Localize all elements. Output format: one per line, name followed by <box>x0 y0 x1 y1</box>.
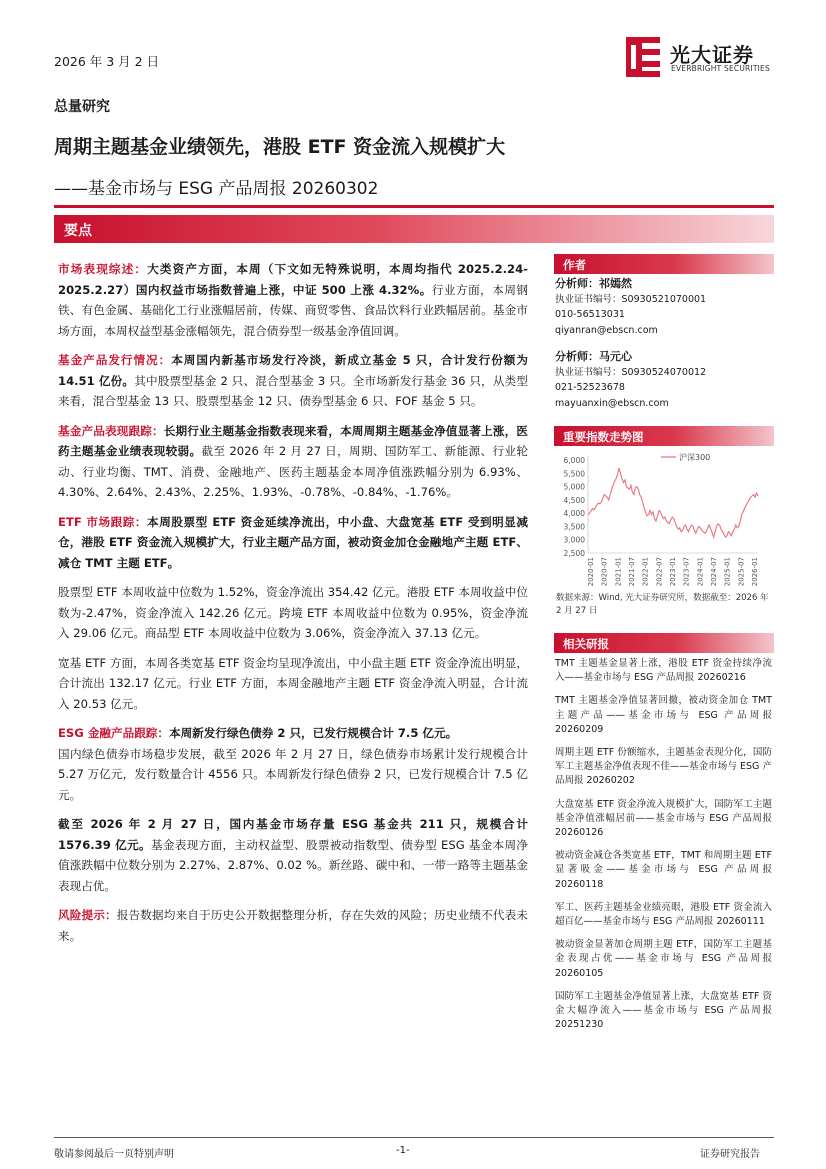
x-tick-label: 2022-01 <box>641 557 650 587</box>
index-chart-header: 重要指数走势图 <box>554 426 774 446</box>
para-risk-warning <box>58 905 528 946</box>
key-points-bar <box>54 215 774 243</box>
analyst-name: 分析师：马元心 <box>555 350 632 363</box>
para-heading: ETF 市场跟踪： <box>58 514 148 529</box>
research-link[interactable]: 周期主题 ETF 份额缩水，主题基金表现分化，国防军工主题基金净值表现不佳——基金市场与 ESG 产品周报 20260202 <box>555 747 772 787</box>
logo-text-en: EVERBRIGHT SECURITIES <box>671 64 770 73</box>
x-tick-label: 2024-07 <box>710 557 718 587</box>
research-link[interactable]: 被动资金显著加仓周期主题 ETF，国防军工主题基金表现占优——基金市场与 ESG 产品周报 20260105 <box>555 939 772 979</box>
analyst-phone: 010-56513031 <box>555 309 625 320</box>
para-bold: 长期行业主题基金指数表现来看，本周周期主题基金净值显著上涨，医药主题基金业绩表现较弱。 <box>58 423 528 458</box>
everbright-logo-icon <box>626 37 662 77</box>
x-tick-label: 2021-01 <box>614 557 623 587</box>
main-content <box>58 259 528 955</box>
para-bold: 本周新发行绿色债券 2 只，已发行规模合计 7.5 亿元。 <box>168 726 458 740</box>
analyst-email[interactable]: mayuanxin@ebscn.com <box>555 397 669 409</box>
x-tick-label: 2021-07 <box>628 557 636 587</box>
y-tick-label: 6,000 <box>563 456 585 465</box>
everbright-logo <box>626 37 776 77</box>
research-link[interactable]: 军工、医药主题基金业绩亮眼，港股 ETF 资金流入超百亿——基金市场与 ESG 产品周报 20260111 <box>555 901 772 928</box>
para-green-bonds: 国内绿色债券市场稳步发展，截至 2026 年 2 月 27 日，绿色债券市场累计发行规模合计 5.27 万亿元，发行数量合计 4556 只。本周新发行绿色债券 2 只，已发行规模合计 7.5 亿元。 <box>58 746 528 802</box>
series-line-hs300 <box>588 468 758 537</box>
x-tick-label: 2025-07 <box>737 557 746 587</box>
x-tick-label: 2020-07 <box>600 557 609 587</box>
para-fund-issuance <box>58 350 528 412</box>
para-text: 截至 2026 年 2 月 27 日，周期、国防军工、新能源、行业轮动、行业均衡、TMT、消费、金融地产、医药主题基金本周净值涨跌幅分别为 6.93%、4.30%、2.64%、2.43%、2.25%、1.93%、-0.78%、-0.84%、-1.76%。 <box>58 444 528 499</box>
para-broad-etf: 宽基 ETF 方面，本周各类宽基 ETF 资金均呈现净流出，中小盘主题 ETF 资金净流出明显，合计流出 132.17 亿元。行业 ETF 方面，本周金融地产主题 ETF 资金净流入明显，合计流入 20.53 亿元。 <box>58 655 528 711</box>
para-esg-tracking <box>58 723 528 744</box>
para-text: 基金表现方面，主动权益型、股票被动指数型、债券型 ESG 基金本周净值涨跌幅中位数分别为 2.27%、2.87%、0.02 %。新丝路、碳中和、一带一路等主题基金表现占优。 <box>58 837 529 893</box>
report-date: 2026 年 3 月 2 日 <box>54 54 160 69</box>
y-tick-label: 2,500 <box>563 549 585 558</box>
para-etf-returns: 股票型 ETF 本周收益中位数为 1.52%，资金净流出 354.42 亿元。港股 ETF 本周收益中位数为-2.47%，资金净流入 142.26 亿元。跨境 ETF 本周收益中位数为 0.95%，资金净流入 29.06 亿元。商品型 ETF 本周收益中位数为 3.06%，资金净流入 37.13 亿元。 <box>58 585 528 640</box>
analyst-cert: 执业证书编号：S0930521070001 <box>555 293 707 305</box>
authors-header: 作者 <box>554 254 774 274</box>
legend-label: 沪深300 <box>679 453 711 462</box>
logo-text-cn: 光大证券 <box>670 43 754 67</box>
y-tick-label: 3,500 <box>563 522 585 532</box>
title-rule <box>54 205 774 208</box>
y-tick-label: 4,000 <box>563 509 585 519</box>
para-heading: ESG 金融产品跟踪： <box>58 726 169 740</box>
analyst-name: 分析师：祁嫣然 <box>555 277 632 290</box>
footer-report-type: 证券研究报告 <box>700 1149 760 1160</box>
research-link[interactable]: 被动资金减仓各类宽基 ETF，TMT 和周期主题 ETF 显著吸金——基金市场与 ESG 产品周报 20260118 <box>555 850 772 890</box>
para-bold: 本周股票型 ETF 资金延续净流出，中小盘、大盘宽基 ETF 受到明显减仓，港股 ETF 资金流入规模扩大，行业主题产品方面，被动资金加仓金融地产主题 ETF、减仓 TMT 主题 ETF。 <box>58 514 528 570</box>
x-tick-label: 2022-07 <box>655 557 664 587</box>
research-link[interactable]: 国防军工主题基金净值显著上涨，大盘宽基 ETF 资金大幅净流入——基金市场与 ESG 产品周报 20251230 <box>555 990 772 1031</box>
index-trend-chart <box>554 448 774 593</box>
analyst-email[interactable]: qiyanran@ebscn.com <box>555 324 658 336</box>
para-esg-funds <box>58 814 528 896</box>
footer-disclaimer-link[interactable]: 敬请参阅最后一页特别声明 <box>54 1149 174 1160</box>
report-subtitle: ——基金市场与 ESG 产品周报 20260302 <box>54 179 379 199</box>
x-tick-label: 2024-01 <box>696 557 705 587</box>
y-tick-label: 3,000 <box>563 535 585 545</box>
research-link[interactable]: TMT 主题基金净值显著回撤，被动资金加仓 TMT 主题产品——基金市场与 ESG 产品周报 20260209 <box>555 695 772 735</box>
footer-rule <box>54 1137 774 1138</box>
research-link[interactable]: TMT 主题基金显著上涨，港股 ETF 资金持续净流入——基金市场与 ESG 产品周报 20260216 <box>555 658 772 684</box>
x-tick-label: 2020-01 <box>587 557 595 587</box>
para-heading: 风险提示： <box>58 908 117 922</box>
para-heading: 基金产品表现跟踪： <box>58 423 164 438</box>
x-tick-label: 2026-01 <box>751 557 759 587</box>
x-tick-label: 2023-07 <box>682 557 691 587</box>
para-text: 报告数据均来自于历史公开数据整理分析，存在失效的风险；历史业绩不代表未来。 <box>58 908 528 943</box>
key-points-label: 要点 <box>64 223 92 239</box>
para-bold: 大类资产方面，本周（下文如无特殊说明，本周均指代 2025.2.24-2025.2.27）国内权益市场指数普遍上涨，中证 500 上涨 4.32%。 <box>58 262 528 297</box>
y-tick-label: 4,500 <box>563 495 585 505</box>
analyst-block-2 <box>555 349 706 411</box>
x-tick-label: 2023-01 <box>669 557 677 587</box>
para-bold: 本周国内新基市场发行冷淡，新成立基金 5 只，合计发行份额为 14.51 亿份。 <box>58 353 528 388</box>
y-tick-label: 5,000 <box>563 482 585 492</box>
related-research-header: 相关研报 <box>554 633 774 653</box>
analyst-cert: 执业证书编号：S0930524070012 <box>555 366 707 378</box>
para-etf-tracking <box>58 512 528 574</box>
analyst-block-1 <box>555 276 706 338</box>
para-text: 行业方面，本周钢铁、有色金属、基础化工行业涨幅居前，传媒、商贸零售、食品饮料行业跌幅居前。基金市场方面，本周权益型基金涨幅领先，混合债券型一级基金净值回调。 <box>58 282 528 338</box>
para-heading: 市场表现综述： <box>58 262 148 276</box>
report-category: 总量研究 <box>54 99 110 115</box>
para-text: 其中股票型基金 2 只、混合型基金 3 只。全市场新发行基金 36 只，从类型来看，混合型基金 13 只、股票型基金 12 只、债券型基金 6 只、FOF 基金 5 只。 <box>58 373 528 408</box>
chart-source-note: 数据来源：Wind, 光大证券研究所，数据截至：2026 年 2 月 27 日 <box>556 593 769 616</box>
para-bold: 截至 2026 年 2 月 27 日，国内基金市场存量 ESG 基金共 211 只，规模合计 1576.39 亿元。 <box>58 817 528 852</box>
analyst-phone: 021-52523678 <box>555 382 625 393</box>
research-link[interactable]: 大盘宽基 ETF 资金净流入规模扩大，国防军工主题基金净值涨幅居前——基金市场与 ESG 产品周报 20260126 <box>555 798 772 839</box>
para-heading: 基金产品发行情况： <box>58 353 172 367</box>
related-research-list <box>555 657 772 1041</box>
y-tick-label: 5,500 <box>563 469 585 479</box>
para-fund-performance <box>58 421 528 503</box>
page-number: -1- <box>396 1145 410 1156</box>
report-title: 周期主题基金业绩领先，港股 ETF 资金流入规模扩大 <box>54 136 506 158</box>
x-tick-label: 2025-01 <box>723 557 732 587</box>
para-market-overview <box>58 259 528 341</box>
